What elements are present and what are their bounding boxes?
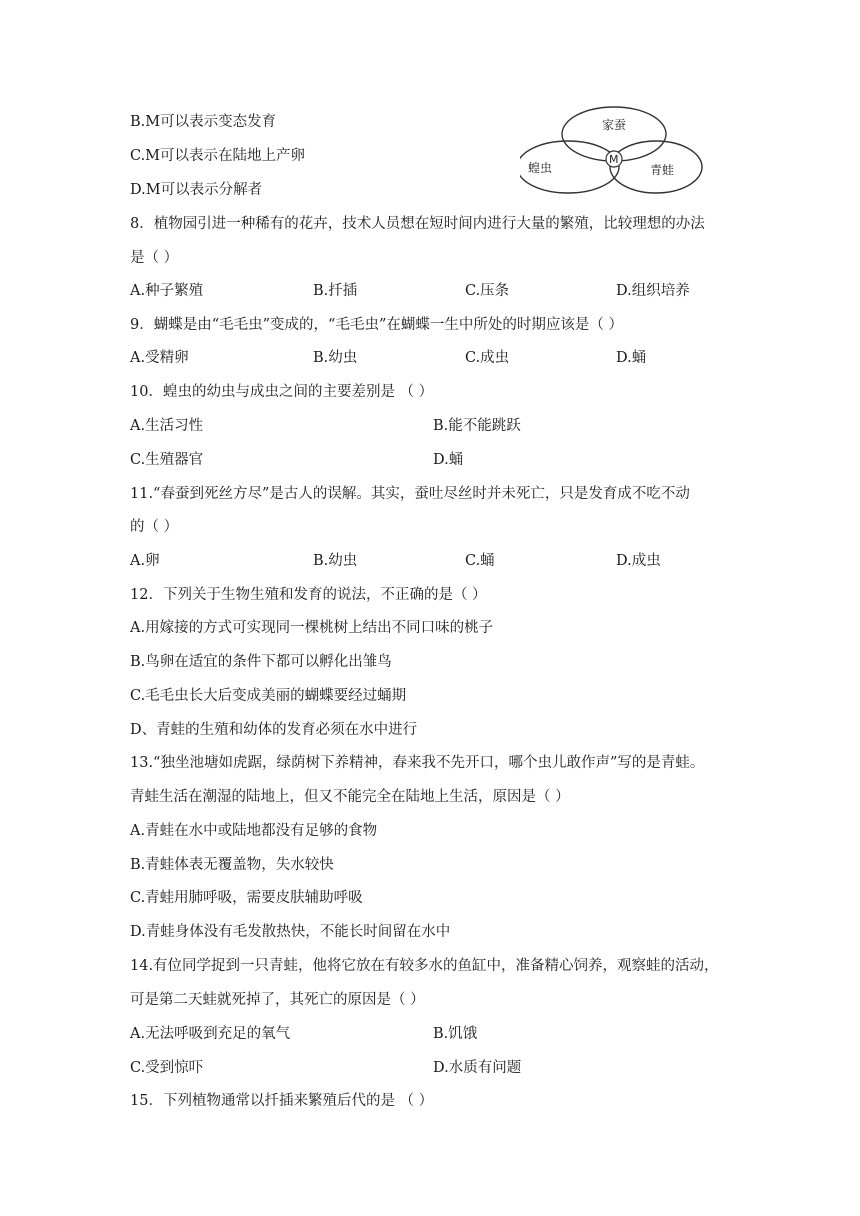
q13-option-a: A.青蛙在水中或陆地都没有足够的食物 xyxy=(130,823,378,839)
q13-stem-line2: 青蛙生活在潮湿的陆地上，但又不能完全在陆地上生活，原因是（ ） xyxy=(130,789,570,805)
q10-option-c: C.生殖器官 xyxy=(130,452,204,468)
q9-option-d: D.蛹 xyxy=(616,350,647,366)
q11-stem-line2: 的（ ） xyxy=(130,519,179,535)
q10-option-a: A.生活习性 xyxy=(130,418,204,434)
q9-option-a: A.受精卵 xyxy=(130,350,189,366)
q14-option-c: C.受到惊吓 xyxy=(130,1060,204,1076)
q12-option-d: D、青蛙的生殖和幼体的发育必须在水中进行 xyxy=(130,722,418,738)
q13-option-c: C.青蛙用肺呼吸，需要皮肤辅助呼吸 xyxy=(130,890,363,906)
q14-stem-line2: 可是第二天蛙就死掉了，其死亡的原因是（ ） xyxy=(130,992,425,1008)
q14-option-d: D.水质有问题 xyxy=(433,1060,522,1076)
q7-option-c: C.M可以表示在陆地上产卵 xyxy=(130,148,306,164)
q12-option-c: C.毛毛虫长大后变成美丽的蝴蝶要经过蛹期 xyxy=(130,688,407,704)
q7-option-b: B.M可以表示变态发育 xyxy=(130,114,277,130)
q12-stem: 12．下列关于生物生殖和发育的说法，不正确的是（ ） xyxy=(130,587,487,603)
venn-label-locust: 蝗虫 xyxy=(528,161,553,175)
q14-option-b: B.饥饿 xyxy=(433,1026,478,1042)
q9-stem: 9．蝴蝶是由“毛毛虫”变成的，“毛毛虫”在蝴蝶一生中所处的时期应该是（ ） xyxy=(130,317,623,333)
q12-option-b: B.鸟卵在适宜的条件下都可以孵化出雏鸟 xyxy=(130,654,392,670)
q11-option-a: A.卵 xyxy=(130,553,160,569)
q9-option-b: B.幼虫 xyxy=(313,350,358,366)
q11-option-b: B.幼虫 xyxy=(313,553,358,569)
venn-label-frog: 青蛙 xyxy=(650,163,675,177)
venn-label-m: M xyxy=(609,153,619,166)
q8-stem-line1: 8．植物园引进一种稀有的花卉，技术人员想在短时间内进行大量的繁殖，比较理想的办法 xyxy=(130,216,705,232)
q8-option-b: B.扦插 xyxy=(313,283,358,299)
q10-option-d: D.蛹 xyxy=(433,452,464,468)
q11-stem-line1: 11.“春蚕到死丝方尽”是古人的误解。其实，蚕吐尽丝时并未死亡，只是发育成不吃不动 xyxy=(130,486,690,502)
q10-option-b: B.能不能跳跃 xyxy=(433,418,521,434)
q13-stem-line1: 13.“独坐池塘如虎踞，绿荫树下养精神，春来我不先开口，哪个虫儿敢作声”写的是青蛙。 xyxy=(130,755,705,771)
venn-diagram xyxy=(520,104,704,196)
q15-stem: 15．下列植物通常以扦插来繁殖后代的是 （ ） xyxy=(130,1093,434,1109)
q14-stem-line1: 14.有位同学捉到一只青蛙，他将它放在有较多水的鱼缸中，准备精心饲养，观察蛙的活动， xyxy=(130,958,719,974)
q12-option-a: A.用嫁接的方式可实现同一棵桃树上结出不同口味的桃子 xyxy=(130,620,494,636)
q10-stem: 10．蝗虫的幼虫与成虫之间的主要差别是 （ ） xyxy=(130,384,434,400)
q8-option-a: A.种子繁殖 xyxy=(130,283,204,299)
q8-option-d: D.组织培养 xyxy=(616,283,690,299)
q11-option-c: C.蛹 xyxy=(465,553,495,569)
q11-option-d: D.成虫 xyxy=(616,553,661,569)
q8-option-c: C.压条 xyxy=(465,283,510,299)
q14-option-a: A.无法呼吸到充足的氧气 xyxy=(130,1026,291,1042)
q7-option-d: D.M可以表示分解者 xyxy=(130,182,263,198)
q9-option-c: C.成虫 xyxy=(465,350,510,366)
q13-option-b: B.青蛙体表无覆盖物，失水较快 xyxy=(130,857,334,873)
venn-label-silkworm: 家蚕 xyxy=(602,118,627,132)
q13-option-d: D.青蛙身体没有毛发散热快，不能长时间留在水中 xyxy=(130,924,451,940)
q8-stem-line2: 是（ ） xyxy=(130,250,179,266)
